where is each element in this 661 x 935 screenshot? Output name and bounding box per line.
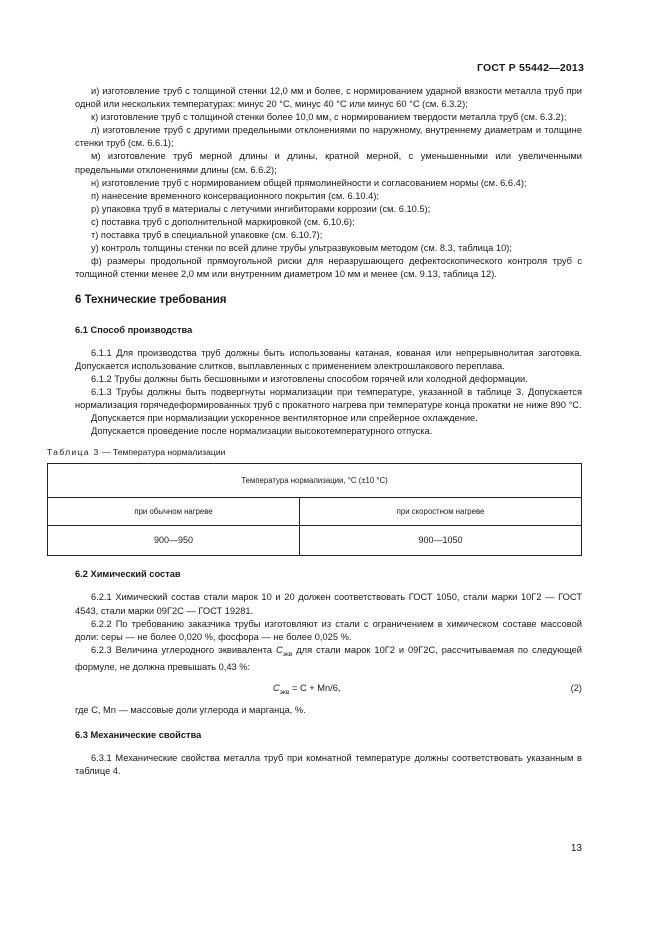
list-item: т) поставка труб в специальной упаковке (см. 6.10.7);: [91, 230, 323, 241]
paragraph: 6.3.1 Механические свойства металла труб при комнатной температуре должны соответствовать указанным в таблице 4.: [75, 753, 582, 777]
table-column-header: при скоростном нагреве: [300, 498, 582, 526]
list-item: и) изготовление труб с толщиной стенки 12,0 мм и более, с нормированием ударной вязкости металла труб при одной или нескольких температурах: минус 20 °С, минус 40 °С или минус 60 °С (см. 6.3.2);: [75, 86, 582, 110]
table-caption-label: Таблица 3: [47, 447, 100, 458]
list-item: с) поставка труб с дополнительной маркировкой (см. 6.10.6);: [91, 216, 355, 227]
paragraph: 6.2.2 По требованию заказчика трубы изготовляют из стали с ограничением в химическом составе массовой доли: серы — не более 0,020 %, фосфора — не более 0,025 %.: [75, 618, 582, 642]
symbol-c: C: [275, 644, 283, 655]
paragraph-text: 6.2.3 Величина углеродного эквивалента: [91, 644, 276, 655]
formula: [273, 682, 341, 699]
table-caption: [47, 446, 582, 459]
list-item: п) нанесение временного консервационного покрытия (см. 6.10.4);: [91, 190, 380, 201]
paragraph-text: для стали марок 10Г2 и 09Г2С, рассчитываемая по следующей формуле, не должна превышать 0,43 %:: [75, 644, 582, 672]
list-item: р) упаковка труб в материалы с летучими ингибиторами коррозии (см. 6.10.5);: [91, 203, 431, 214]
table-cell: 900—1050: [300, 526, 582, 556]
paragraph: 6.1.1 Для производства труб должны быть использованы катаная, кованая или непрерывнолитая заготовка. Допускается использование слитков, выплавленных с применением электрошлакового переплава.: [75, 347, 582, 371]
formula-subscript: экв: [279, 688, 290, 696]
formula-number: (2): [570, 682, 582, 693]
list-item: м) изготовление труб мерной длины и длины, кратной мерной, с уменьшенными или увеличенными предельными отклонениями длины (см. 6.6.2);: [75, 151, 582, 175]
paragraph: 6.2.1 Химический состав стали марок 10 и 20 должен соответствовать ГОСТ 1050, стали марки 10Г2 — ГОСТ 4543, стали марки 09Г2С — ГОСТ 19281.: [75, 592, 582, 616]
formula-expression: = C + Mn/6,: [289, 682, 341, 693]
paragraph: Допускается при нормализации ускоренное вентиляторное или спрейерное охлаждение.: [91, 413, 478, 424]
paragraph: 6.1.2 Трубы должны быть бесшовными и изготовлены способом горячей или холодной деформации.: [91, 373, 528, 384]
formula-symbol: C: [273, 682, 280, 693]
paragraph: 6.1.3 Трубы должны быть подвергнуты нормализации при температуре, указанной в таблице 3. Допускается нормализация горячедеформированных труб с прокатного нагрева при температуре конца прокатки не ниже 890 °С.: [75, 386, 582, 410]
subsection-title: 6.1 Способ производства: [75, 324, 193, 335]
formula-legend: где C, Mn — массовые доли углерода и марганца, %.: [75, 704, 306, 715]
list-item: у) контроль толщины стенки по всей длине трубы ультразвуковым методом (см. 8.3, таблица 10);: [91, 243, 512, 254]
subsection-title: 6.3 Механические свойства: [75, 729, 202, 740]
list-item: к) изготовление труб с толщиной стенки более 10,0 мм, с нормированием твердости металла труб (см. 6.3.2);: [91, 112, 567, 123]
formula-line: [75, 680, 582, 698]
paragraph: [75, 644, 582, 674]
document-body: [47, 85, 582, 778]
table-cell: 900—950: [48, 526, 300, 556]
symbol-subscript: экв: [282, 650, 293, 658]
table-column-header: при обычном нагреве: [48, 498, 300, 526]
table-header: Температура нормализации, °С (±10 °С): [48, 464, 582, 498]
section-title: 6 Технические требования: [75, 294, 227, 307]
page-number: 13: [570, 843, 582, 854]
table-caption-text: — Температура нормализации: [99, 447, 226, 458]
normalization-table: [47, 463, 582, 556]
standard-designation: ГОСТ Р 55442—2013: [476, 62, 584, 74]
list-item: ф) размеры продольной прямоугольной риски для неразрушающего дефектоскопического контроля труб с толщиной стенки менее 2,0 мм или внутренним диаметром 10 мм и менее (см. 9.13, таблица 12).: [75, 256, 582, 280]
subsection-title: 6.2 Химический состав: [75, 569, 181, 580]
list-item: л) изготовление труб с другими предельными отклонениями по наружному, внутреннему диаметрам и толщине стенки труб (см. 6.6.1);: [75, 125, 582, 149]
paragraph: Допускается проведение после нормализации высокотемпературного отпуска.: [91, 426, 433, 437]
list-item: н) изготовление труб с нормированием общей прямолинейности и согласованием нормы (см. 6.6.4);: [91, 177, 527, 188]
